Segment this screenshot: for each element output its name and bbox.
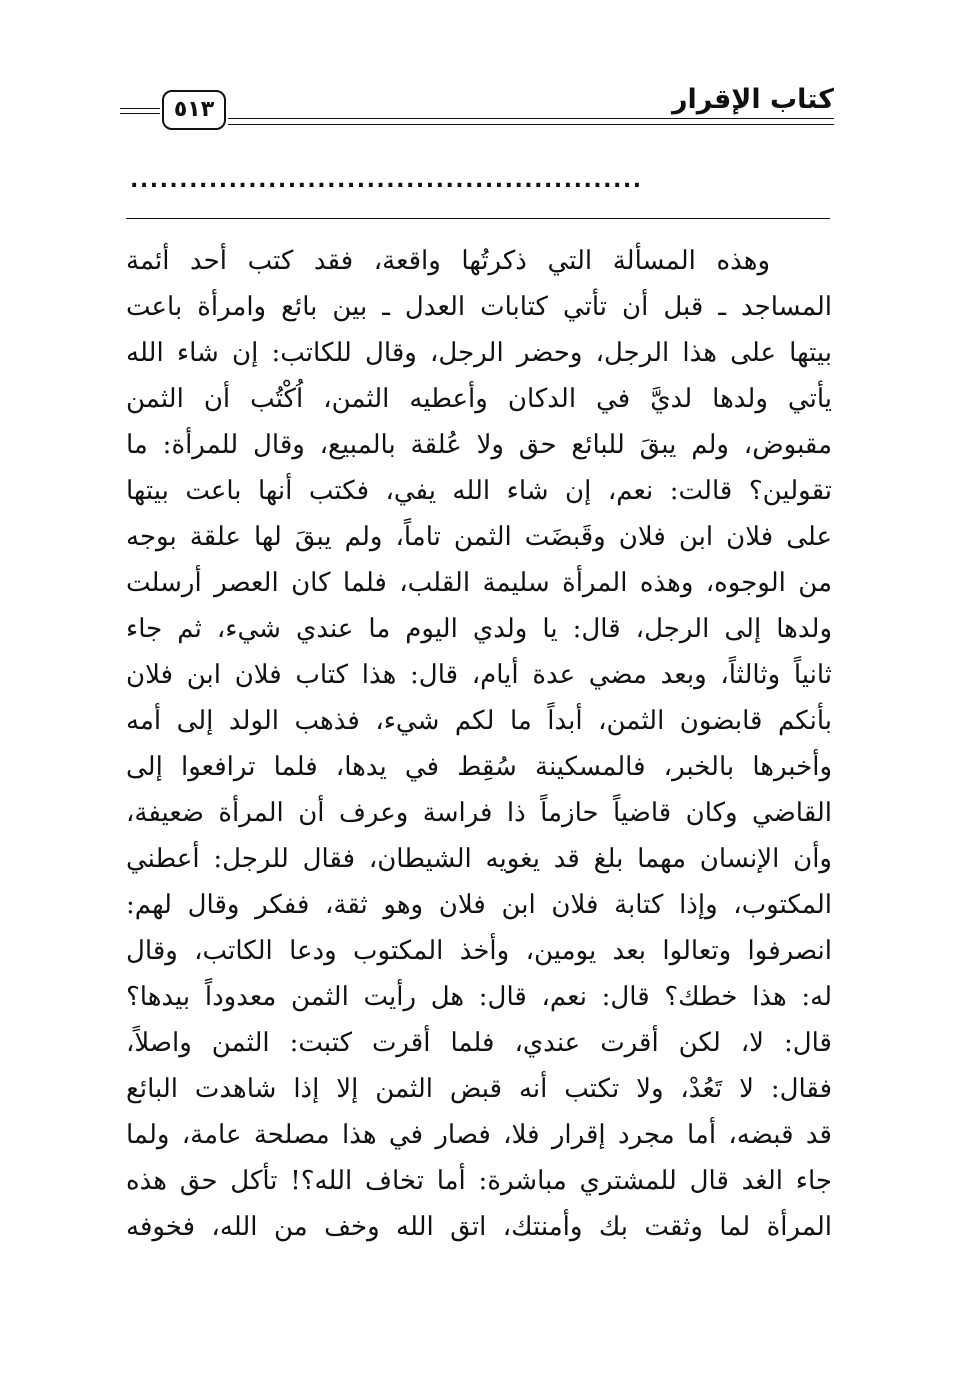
text-line: ثانياً وثالثاً، وبعد مضي عدة أيام، قال: هذا كتاب فلان ابن فلان [126,660,832,690]
text-line: وأخبرها بالخبر، فالمسكينة سُقِط في يدها، فلما ترافعوا إلى [126,752,832,782]
body-text [126,238,832,1250]
text-line: المكتوب، وإذا كتابة فلان ابن فلان وهو ثقة، ففكر وقال لهم: [126,890,832,920]
text-line: على فلان ابن فلان وقَبضَت الثمن تاماً، ولم يبقَ لها علقة بوجه [126,522,832,552]
text-line: بأنكم قابضون الثمن، أبداً ما لكم شيء، فذهب الولد إلى أمه [126,706,832,736]
separator-dots: .................................................... [130,168,643,193]
text-line: انصرفوا وتعالوا بعد يومين، وأخذ المكتوب ودعا الكاتب، وقال [126,936,832,966]
text-line: القاضي وكان قاضياً حازماً ذا فراسة وعرف أن المرأة ضعيفة، [126,798,832,828]
text-line: المرأة لما وثقت بك وأمنتك، اتق الله وخف من الله، فخوفه [126,1212,832,1242]
text-line: بيتها على هذا الرجل، وحضر الرجل، وقال للكاتب: إن شاء الله [126,338,832,368]
header-rule-right [228,118,834,119]
text-line: ولدها إلى الرجل، قال: يا ولدي اليوم ما عندي شيء، ثم جاء [126,614,832,644]
separator-rule [126,218,830,219]
text-line: المساجد ـ قبل أن تأتي كتابات العدل ـ بين بائع وامرأة باعت [126,292,832,322]
text-line: يأتي ولدها لديَّ في الدكان وأعطيه الثمن، اُكْتُب أن الثمن [126,384,832,414]
text-line: جاء الغد قال للمشتري مباشرة: أما تخاف الله؟! تأكل حق هذه [126,1166,832,1196]
text-line: وأن الإنسان مهما بلغ قد يغويه الشيطان، فقال للرجل: أعطني [126,844,832,874]
header-rule-left-lower [120,113,160,114]
page-header [120,80,834,140]
header-rule-left [120,108,160,109]
header-rule-right-lower [228,124,834,125]
text-line: قال: لا، لكن أقرت عندي، فلما أقرت كتبت: الثمن واصلاً، [126,1028,832,1058]
text-line: من الوجوه، وهذه المرأة سليمة القلب، فلما كان العصر أرسلت [126,568,832,598]
text-line: وهذه المسألة التي ذكرتُها واقعة، فقد كتب أحد أئمة [126,246,770,276]
page-number: ٥١٣ [162,90,226,130]
text-line: قد قبضه، أما مجرد إقرار فلا، فصار في هذا مصلحة عامة، ولما [126,1120,832,1150]
text-line: تقولين؟ قالت: نعم، إن شاء الله يفي، فكتب أنها باعت بيتها [126,476,832,506]
text-line: مقبوض، ولم يبقَ للبائع حق ولا عُلقة بالمبيع، وقال للمرأة: ما [126,430,832,460]
text-line: له: هذا خطك؟ قال: نعم، قال: هل رأيت الثمن معدوداً بيدها؟ [126,982,832,1012]
book-title: كتاب الإقرار [671,84,834,115]
text-line: فقال: لا تَعُدْ، ولا تكتب أنه قبض الثمن إلا إذا شاهدت البائع [126,1074,832,1104]
